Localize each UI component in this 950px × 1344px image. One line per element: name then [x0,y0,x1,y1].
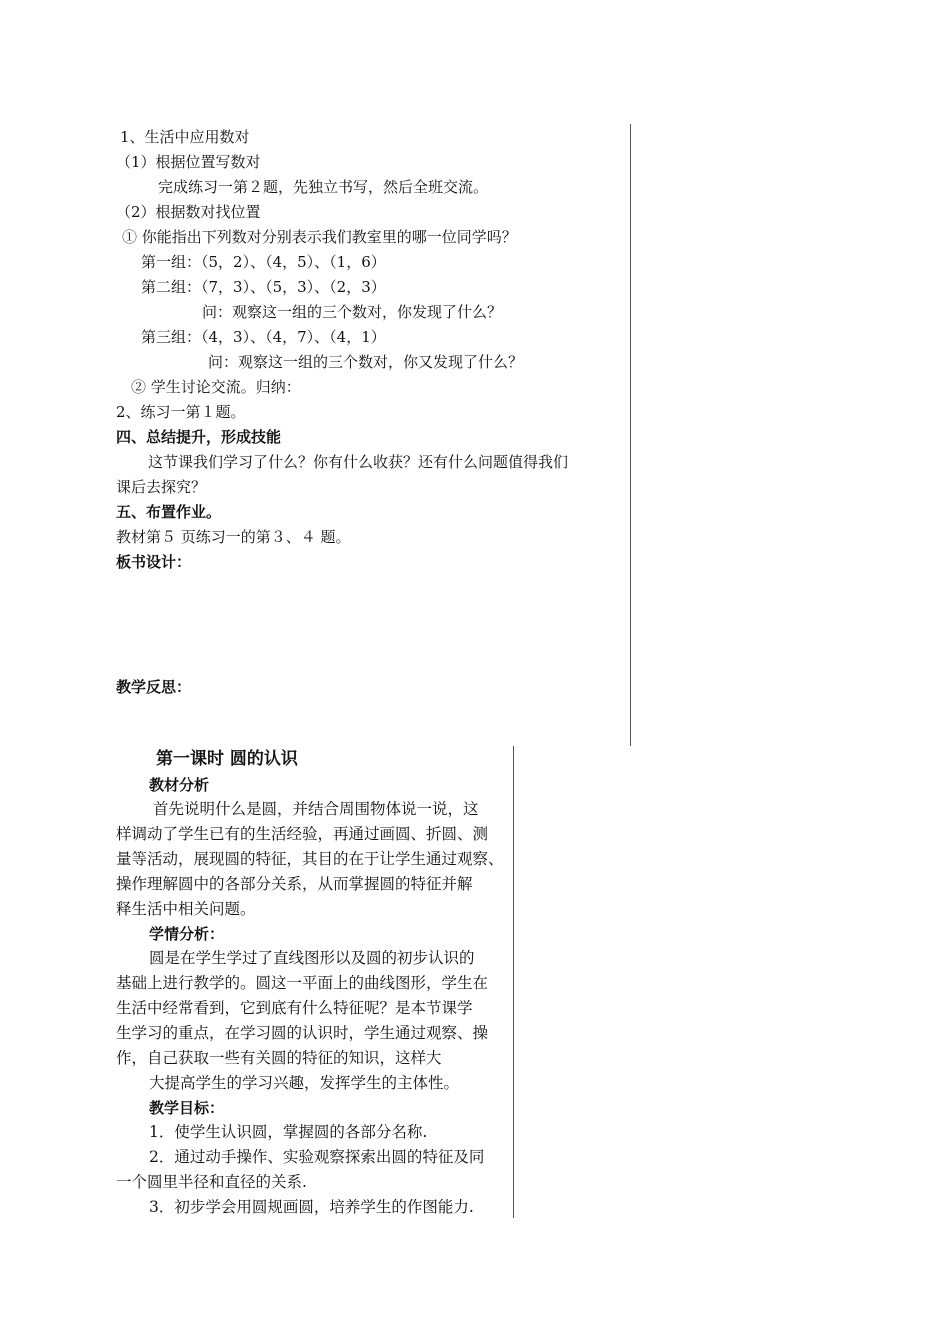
lesson-title: 第一课时 圆的认识 [156,749,298,769]
text-line: 第三组：（4，3）、（4，7）、（4，1） [141,328,386,346]
text-line: 2、练习一第１题。 [116,403,246,421]
section-heading: 教学目标： [149,1099,225,1117]
text-line: 首先说明什么是圆，并结合周围物体说一说，这 [153,800,479,818]
text-line: 生活中经常看到，它到底有什么特征呢？是本节课学 [116,999,473,1017]
section-heading: 五、布置作业。 [116,503,222,521]
text-line: 3．初步学会用圆规画圆，培养学生的作图能力. [149,1198,474,1216]
section-heading: 教材分析 [149,776,210,794]
text-line: （2）根据数对找位置 [116,203,261,221]
text-line: 作，自己获取一些有关圆的特征的知识，这样大 [116,1049,442,1067]
section-heading: 学情分析： [149,925,225,943]
text-line: （1）根据位置写数对 [116,153,261,171]
text-line: 1．使学生认识圆，掌握圆的各部分名称. [149,1123,428,1141]
text-line: 2．通过动手操作、实验观察探索出圆的特征及同 [149,1148,485,1166]
text-line: 这节课我们学习了什么？你有什么收获？还有什么问题值得我们 [148,453,569,471]
text-line: 一个圆里半径和直径的关系. [116,1173,307,1191]
text-line: 第一组：（5，2）、（4，5）、（1，6） [141,253,386,271]
text-line: 样调动了学生已有的生活经验，再通过画圆、折圆、测 [116,825,489,843]
text-line: 大提高学生的学习兴趣，发挥学生的主体性。 [149,1074,460,1092]
table-border-right-2 [513,746,514,1218]
text-line: 操作理解圆中的各部分关系，从而掌握圆的特征并解 [116,875,473,893]
text-line: 圆是在学生学过了直线图形以及圆的初步认识的 [149,949,475,967]
text-line: 问：观察这一组的三个数对，你发现了什么？ [202,303,503,321]
text-line: 基础上进行教学的。圆这一平面上的曲线图形，学生在 [116,974,489,992]
text-line: 生学习的重点，在学习圆的认识时，学生通过观察、操 [116,1024,489,1042]
board-design-label: 板书设计： [116,553,192,571]
text-line: ① 你能指出下列数对分别表示我们教室里的哪一位同学吗？ [122,228,517,246]
text-line: 量等活动，展现圆的特征，其目的在于让学生通过观察、 [116,850,504,868]
text-line: 第二组：（7，3）、（5，3）、（2，3） [141,278,386,296]
text-line: 教材第５ 页练习一的第３、４ 题。 [116,528,351,546]
table-border-right-1 [630,124,631,746]
text-line: 1、生活中应用数对 [120,128,250,146]
reflection-label: 教学反思： [116,678,192,696]
text-line: 释生活中相关问题。 [116,900,256,918]
text-line: ② 学生讨论交流。归纳： [131,378,301,396]
text-line: 完成练习一第２题，先独立书写，然后全班交流。 [158,178,489,196]
text-line: 课后去探究？ [116,478,207,496]
section-heading: 四、总结提升，形成技能 [116,428,282,446]
text-line: 问：观察这一组的三个数对，你又发现了什么？ [208,353,524,371]
